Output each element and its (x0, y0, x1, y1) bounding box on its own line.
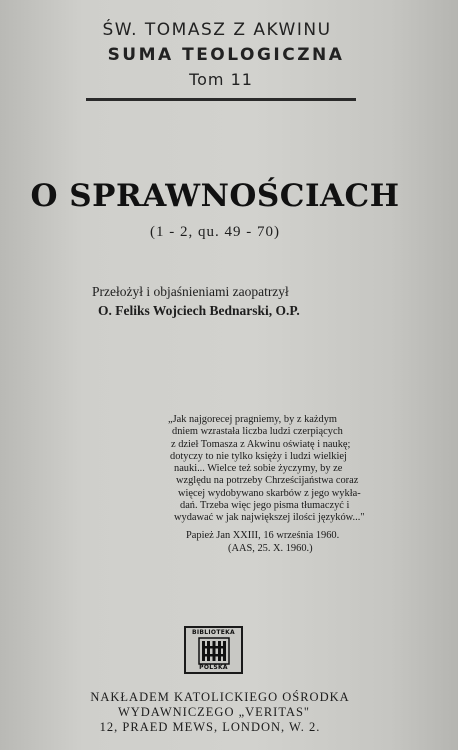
imprint-publisher-name: WYDAWNICZEGO „VERITAS" (117, 705, 311, 719)
epigraph-line: dotyczy to nie tylko księży i ludzi wielkiej (170, 450, 347, 462)
epigraph-line: „Jak najgorecej pragniemy, by z każdym (168, 414, 337, 425)
epigraph-line: nauki... Wielce też sobie życzymy, by ze (174, 463, 343, 475)
volume-number: Tom 11 (189, 70, 253, 89)
epigraph-line: więcej wydobywano skarbów z jego wykła- (178, 487, 361, 499)
library-emblem-icon (198, 637, 230, 665)
logo-bottom-text: POLSKA (199, 664, 228, 671)
book-subtitle: (1 - 2, qu. 49 - 70) (150, 224, 280, 240)
logo-top-text: BIBLIOTEKA (191, 629, 236, 636)
epigraph-line: dań. Trzeba więc jego pisma tłumaczyć i (180, 500, 350, 512)
epigraph-citation: Papież Jan XXIII, 16 września 1960. (186, 530, 340, 541)
translator-name: O. Feliks Wojciech Bednarski, O.P. (98, 303, 300, 318)
imprint-publisher: NAKŁADEM KATOLICKIEGO OŚRODKA (90, 690, 350, 704)
imprint-address: 12, PRAED MEWS, LONDON, W. 2. (99, 720, 321, 734)
publisher-logo (184, 626, 243, 674)
epigraph-line: względu na potrzeby Chrześcijaństwa coraz (176, 475, 359, 487)
author-name: ŚW. TOMASZ Z AKWINU (102, 20, 332, 40)
epigraph-line: wydawać w jak największej ilości języków..." (174, 512, 365, 524)
translator-credit: Przełożył i objaśnieniami zaopatrzył (92, 284, 289, 299)
header-divider (86, 98, 356, 101)
epigraph-source: (AAS, 25. X. 1960.) (228, 543, 313, 554)
epigraph-line: dniem wzrastała liczba ludzi czerpiących (172, 426, 343, 438)
epigraph-line: z dzieł Tomasza z Akwinu oświatę i naukę; (171, 438, 351, 450)
work-title: SUMA TEOLOGICZNA (107, 45, 345, 65)
book-title: O SPRAWNOŚCIACH (30, 178, 400, 214)
epigraph-quote (168, 414, 434, 525)
